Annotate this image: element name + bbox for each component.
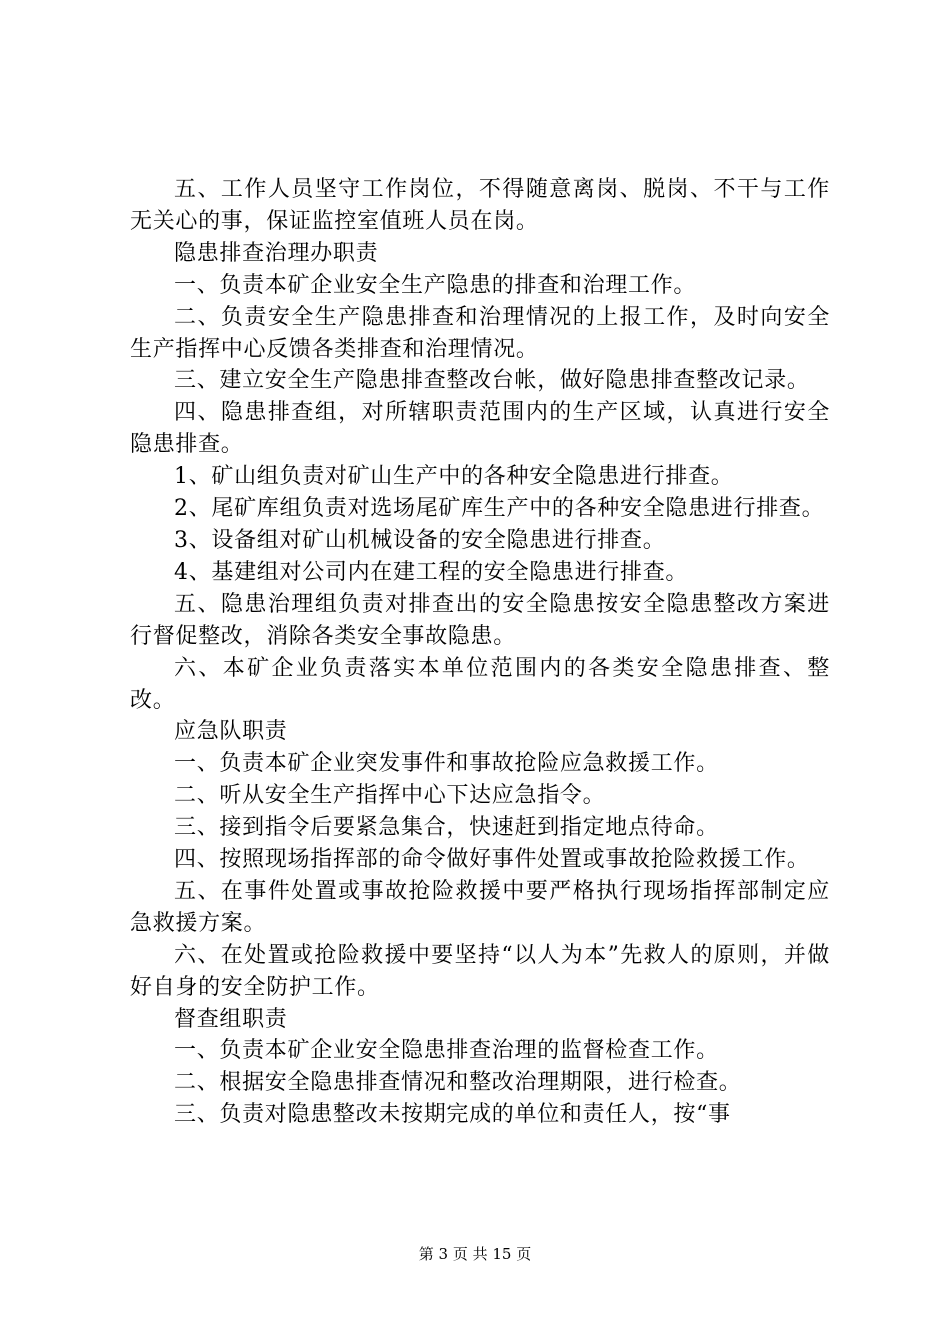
paragraph: 五、在事件处置或事故抢险救援中要严格执行现场指挥部制定应急救援方案。	[130, 878, 830, 936]
paragraph: 三、建立安全生产隐患排查整改台帐，做好隐患排查整改记录。	[174, 368, 810, 394]
section-heading: 隐患排查治理办职责	[174, 240, 379, 266]
paragraph: 五、隐患治理组负责对排查出的安全隐患按安全隐患整改方案进行督促整改，消除各类安全事故隐患。	[130, 591, 830, 649]
paragraph: 四、按照现场指挥部的命令做好事件处置或事故抢险救援工作。	[174, 847, 810, 873]
paragraph: 2、尾矿库组负责对选场尾矿库生产中的各种安全隐患进行排查。	[174, 496, 825, 522]
paragraph: 一、负责本矿企业安全隐患排查治理的监督检查工作。	[174, 1038, 719, 1064]
paragraph: 六、本矿企业负责落实本单位范围内的各类安全隐患排查、整改。	[130, 655, 830, 713]
paragraph: 一、负责本矿企业突发事件和事故抢险应急救援工作。	[174, 751, 719, 777]
paragraph: 六、在处置或抢险救援中要坚持“以人为本”先救人的原则，并做好自身的安全防护工作。	[130, 942, 830, 1000]
paragraph: 二、根据安全隐患排查情况和整改治理期限，进行检查。	[174, 1070, 742, 1096]
section-heading: 督查组职责	[174, 1006, 288, 1032]
paragraph: 4、基建组对公司内在建工程的安全隐患进行排查。	[174, 559, 689, 585]
paragraph: 一、负责本矿企业安全生产隐患的排查和治理工作。	[174, 272, 697, 298]
paragraph: 二、负责安全生产隐患排查和治理情况的上报工作，及时向安全生产指挥中心反馈各类排查和治理情况。	[130, 304, 830, 362]
paragraph: 二、听从安全生产指挥中心下达应急指令。	[174, 783, 606, 809]
document-body	[130, 174, 830, 1131]
paragraph: 五、工作人员坚守工作岗位，不得随意离岗、脱岗、不干与工作无关心的事，保证监控室值班人员在岗。	[130, 177, 830, 234]
paragraph: 1、矿山组负责对矿山生产中的各种安全隐患进行排查。	[174, 464, 734, 490]
paragraph: 三、接到指令后要紧急集合，快速赶到指定地点待命。	[174, 815, 719, 841]
page-number-footer: 第 3 页 共 15 页	[418, 1245, 532, 1263]
paragraph: 三、负责对隐患整改未按期完成的单位和责任人，按“事	[174, 1102, 731, 1128]
paragraph: 四、隐患排查组，对所辖职责范围内的生产区域，认真进行安全隐患排查。	[130, 400, 830, 458]
paragraph: 3、设备组对矿山机械设备的安全隐患进行排查。	[174, 527, 666, 553]
section-heading: 应急队职责	[174, 719, 288, 745]
